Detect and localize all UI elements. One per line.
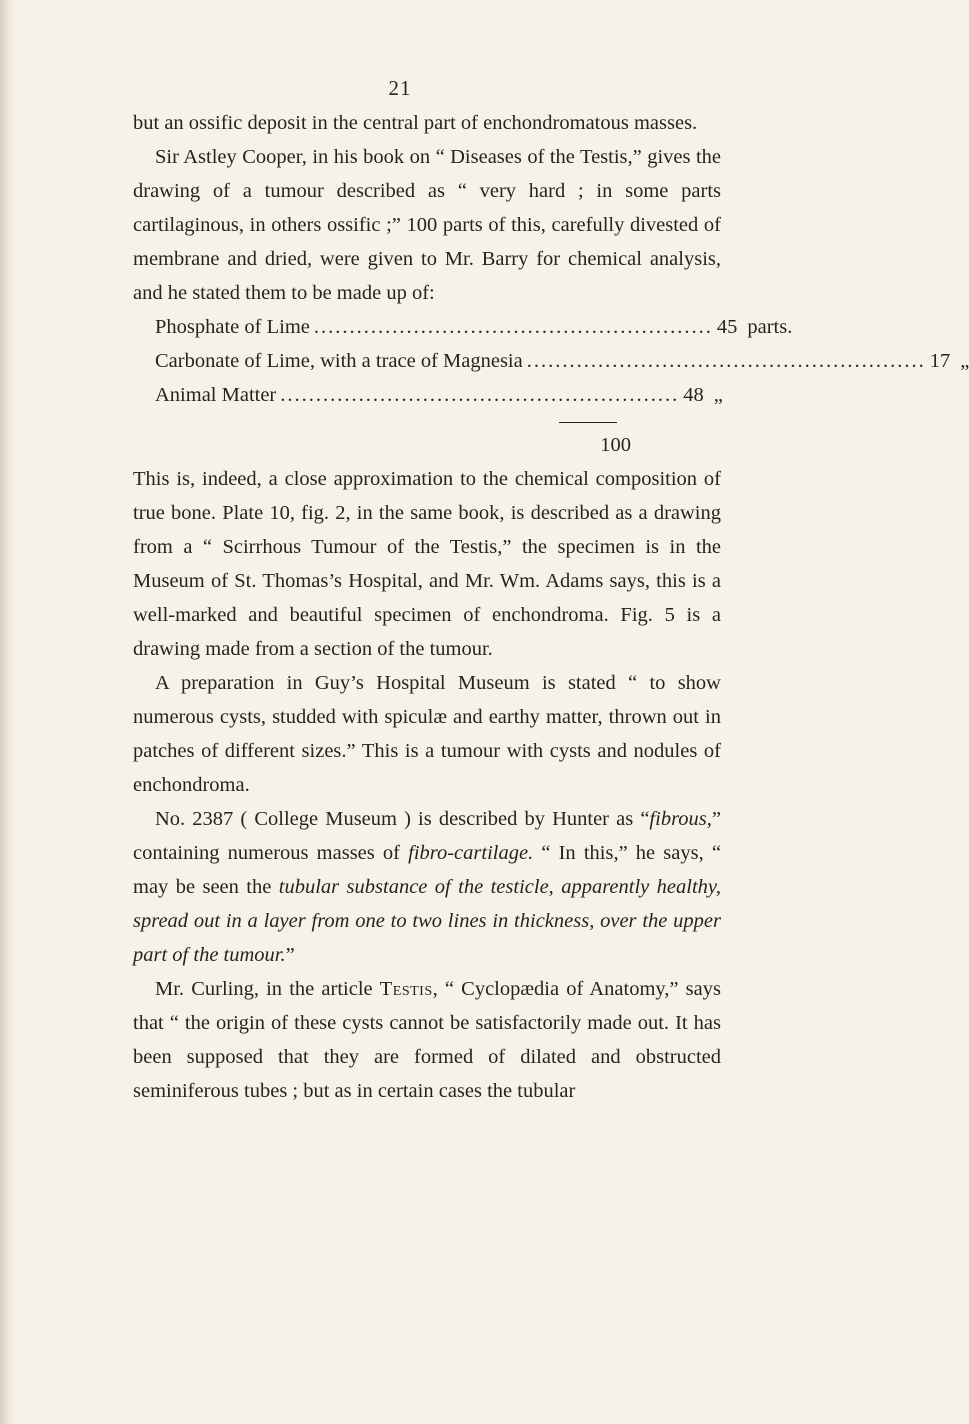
- composition-total-row: [133, 428, 721, 462]
- composition-row: Animal Matter ........................................................ 48 „: [133, 378, 721, 412]
- paragraph-hunter: No. 2387 ( College Museum ) is described by Hunter as “fibrous,” containing numerous masses of fibro-cartilage. “ In this,” he says, “ may be seen the tubular substance of the testicle, apparently healthy, spread out in a layer from one to two lines in thickness, over the upper part of the tumour.”: [133, 808, 721, 966]
- composition-unit: „: [960, 350, 969, 372]
- composition-value: 45: [716, 316, 738, 338]
- composition-value: 48: [683, 384, 704, 406]
- composition-value: 17: [929, 350, 951, 372]
- composition-table: [133, 310, 969, 462]
- composition-unit: parts.: [747, 316, 793, 338]
- composition-row: Carbonate of Lime, with a trace of Magnesia ........................................................ 17 „: [133, 344, 721, 378]
- composition-label: Carbonate of Lime, with a trace of Magnesia: [155, 350, 523, 372]
- composition-total: 100: [600, 434, 631, 456]
- paragraph-cooper: Sir Astley Cooper, in his book on “ Diseases of the Testis,” gives the drawing of a tumour described as “ very hard ; in some parts cartilaginous, in others ossific ;” 100 parts of this, carefully divested of membrane and dried, were given to Mr. Barry for chemical analysis, and he stated them to be made up of:: [133, 146, 721, 304]
- page-number: 21: [388, 76, 412, 100]
- composition-label: Animal Matter: [155, 384, 277, 406]
- page-edge-shadow: [0, 0, 14, 1424]
- paragraph-curling: Mr. Curling, in the article Testis, “ Cyclopædia of Anatomy,” says that “ the origin of these cysts cannot be satisfactorily made out. It has been supposed that they are formed of dilated and obstructed seminiferous tubes ; but as in certain cases the tubular: [133, 978, 721, 1102]
- sum-rule: [559, 422, 617, 423]
- composition-unit: „: [713, 384, 723, 406]
- composition-label: Phosphate of Lime: [155, 316, 310, 338]
- paragraph-continued: but an ossific deposit in the central part of enchondromatous masses.: [133, 112, 698, 134]
- composition-row: Phosphate of Lime ........................................................ 45 parts.: [133, 310, 721, 344]
- paragraph-approximation: This is, indeed, a close approximation to the chemical composition of true bone. Plate 10, fig. 2, in the same book, is described as a drawing from a “ Scirrhous Tumour of the Testis,” the specimen is in the Museum of St. Thomas’s Hospital, and Mr. Wm. Adams says, this is a well-marked and beautiful specimen of enchondroma. Fig. 5 is a drawing made from a section of the tumour.: [133, 468, 721, 660]
- body-text: [133, 106, 969, 1108]
- paragraph-guys: A preparation in Guy’s Hospital Museum is stated “ to show numerous cysts, studded with spiculæ and earthy matter, thrown out in patches of different sizes.” This is a tumour with cysts and nodules of enchondroma.: [133, 672, 721, 796]
